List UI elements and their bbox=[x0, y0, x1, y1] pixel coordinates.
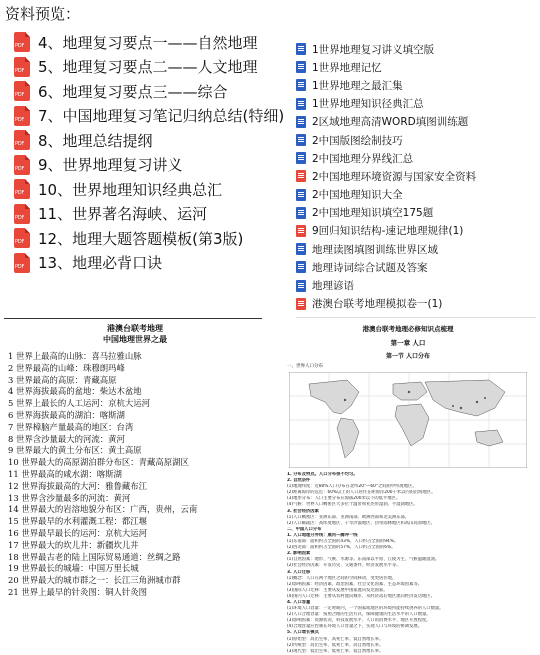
file-label: 11、世界著名海峡、运河 bbox=[38, 205, 208, 224]
word-file-icon bbox=[296, 261, 306, 273]
doc-subheading: 2. 自然条件 bbox=[287, 478, 311, 484]
doc-line: (3)国际人口迁移：主要从发展中国家流向发达国家。 bbox=[287, 587, 388, 593]
doc-line: 7 世界樟脑产量最高的地区：台湾 bbox=[8, 421, 134, 432]
doc-line: (2)人口合理容量：按照合理的生活方式，保障健康的生活水平的人口数量。 bbox=[287, 612, 431, 618]
file-item[interactable] bbox=[14, 226, 304, 251]
doc-line: (3)现代型：低出生率、低死亡率、低自然增长率。 bbox=[287, 648, 384, 654]
word-file-icon bbox=[296, 79, 306, 91]
file-label: 2中国地理知识大全 bbox=[312, 189, 403, 202]
file-label: 1世界地理记忆 bbox=[312, 61, 382, 74]
doc-line: 2 世界最高的山峰：珠穆朗玛峰 bbox=[8, 362, 125, 373]
doc-title: 港澳台联考地理 bbox=[107, 324, 163, 333]
doc-line: 12 世界海拔最高的大河：雅鲁藏布江 bbox=[8, 480, 147, 491]
pdf-tag: PDF bbox=[15, 116, 25, 123]
pdf-file-icon bbox=[14, 130, 30, 150]
doc-line: (1)东南部：面积约占全国的43%，人口约占全国的94%。 bbox=[287, 539, 399, 545]
file-item[interactable] bbox=[296, 40, 536, 58]
doc-line: 9 世界最大的黄土分布区：黄土高原 bbox=[8, 445, 142, 456]
file-label: 1世界地理知识径典汇总 bbox=[312, 98, 424, 111]
file-label: 2中国版图绘制技巧 bbox=[312, 134, 403, 147]
doc-subheading: 2. 影响因素 bbox=[287, 551, 311, 557]
pdf-file-icon bbox=[14, 106, 30, 126]
doc-line: (2)西北部：面积约占全国的57%，人口约占全国的6%。 bbox=[287, 545, 396, 551]
word-file-icon bbox=[296, 98, 306, 110]
pdf-file-icon bbox=[14, 228, 30, 248]
world-population-map bbox=[289, 372, 527, 468]
doc-line: 13 世界含沙量最多的河流：黄河 bbox=[8, 492, 131, 503]
file-item[interactable] bbox=[296, 276, 536, 294]
doc-line: (2)人口稀疏区：高纬度地区、干旱沙漠地区、热带雨林地区和高山高原地区。 bbox=[287, 520, 435, 526]
doc-line: (4)合理容量应控制在环境人口容量之下，实现人口与环境的协调发展。 bbox=[287, 624, 422, 630]
file-label: 9、世界地理复习讲义 bbox=[38, 156, 183, 175]
pdf-tag: PDF bbox=[15, 141, 25, 148]
file-item[interactable] bbox=[14, 202, 304, 227]
doc-line: 16 世界最早最长的运河：京杭大运河 bbox=[8, 527, 147, 538]
file-label: 10、世界地理知识经典总汇 bbox=[38, 180, 223, 199]
file-label: 地理诗词综合试题及答案 bbox=[312, 261, 428, 274]
pdf-tag: PDF bbox=[15, 92, 25, 99]
file-label: 4、地理复习要点一——自然地理 bbox=[38, 33, 258, 52]
doc-subtitle: 中国地理世界之最 bbox=[103, 335, 167, 344]
word-file-icon bbox=[296, 152, 306, 164]
file-item[interactable] bbox=[14, 153, 304, 178]
chapter-title: 第一章 人口 bbox=[390, 339, 426, 347]
doc-lines bbox=[8, 351, 197, 599]
file-item[interactable] bbox=[14, 128, 304, 153]
file-item[interactable] bbox=[14, 251, 304, 276]
doc-line: 4 世界海拔最高的盆地：柴达木盆地 bbox=[8, 386, 142, 397]
pdf-file-icon bbox=[14, 32, 30, 52]
file-label: 5、地理复习要点二——人文地理 bbox=[38, 58, 258, 77]
file-item[interactable] bbox=[296, 258, 536, 276]
right-file-list bbox=[296, 40, 536, 318]
doc-subheading: 3. 人口迁移 bbox=[287, 569, 311, 575]
file-item[interactable] bbox=[296, 240, 536, 258]
doc-line: (1)地理纬度：近80%人口分布在北纬20°—60°之间的中纬度地区。 bbox=[287, 484, 417, 490]
file-item[interactable] bbox=[296, 76, 536, 94]
doc-line: 18 世界最古老的陆上国际贸易通道：丝绸之路 bbox=[8, 551, 181, 562]
word-file-icon bbox=[296, 61, 306, 73]
doc-line: 11 世界最高的咸水湖：喀斯湖 bbox=[8, 468, 122, 479]
word-file-icon bbox=[296, 134, 306, 146]
file-label: 2区域地理高清WORD填图训练题 bbox=[312, 116, 469, 129]
pdf-tag: PDF bbox=[15, 43, 25, 50]
file-item[interactable] bbox=[296, 295, 536, 313]
doc-line: 20 世界最大的城市群之一：长江三角洲城市群 bbox=[8, 575, 181, 586]
doc-line: 19 世界最长的城墙：中国万里长城 bbox=[8, 563, 139, 574]
header-rule bbox=[4, 318, 262, 319]
left-file-list bbox=[14, 30, 304, 275]
section-title: 第一节 人口分布 bbox=[385, 353, 431, 360]
file-item[interactable] bbox=[14, 177, 304, 202]
file-label: 2中国地理知识填空175题 bbox=[312, 207, 434, 220]
doc-line: (1)自然因素：地形、气候、水源等。东南部以平原、丘陵为主，气候温暖湿润。 bbox=[287, 557, 440, 563]
doc-line: (1)概念：人口在两个地区之间的空间移动，变更居住地。 bbox=[287, 575, 397, 581]
doc-subheading: 3. 社会经济因素 bbox=[287, 508, 319, 514]
file-item[interactable] bbox=[296, 131, 536, 149]
pdf-file-icon bbox=[14, 57, 30, 77]
doc-line: (2)影响因素：经济因素、政治因素、社会文化因素、生态环境因素等。 bbox=[287, 581, 422, 587]
file-item[interactable] bbox=[296, 222, 536, 240]
doc-line: (2)社会经济因素：开发历史、交通条件、经济发展水平等。 bbox=[287, 563, 401, 569]
word-file-icon bbox=[296, 116, 306, 128]
map-caption: 一、世界人口分布 bbox=[287, 364, 323, 369]
file-item[interactable] bbox=[14, 79, 304, 104]
pdf-file-icon bbox=[296, 298, 306, 310]
file-item[interactable] bbox=[14, 55, 304, 80]
file-label: 12、地理大题答题模板(第3版) bbox=[38, 229, 244, 248]
file-label: 9回归知识结构-速记地理规律(1) bbox=[312, 225, 464, 238]
doc-preview-left bbox=[4, 318, 266, 596]
file-item[interactable] bbox=[296, 113, 536, 131]
doc-line: (3)影响因素：资源状况、科技发展水平、人口的消费水平、地区开放程度。 bbox=[287, 618, 431, 624]
doc-line: 1 世界上最高的山脉：喜马拉雅山脉 bbox=[8, 351, 142, 361]
file-label: 13、地理必背口诀 bbox=[38, 254, 163, 273]
file-label: 8、地理总结提纲 bbox=[38, 131, 153, 150]
file-label: 2中国地理分界线汇总 bbox=[312, 152, 414, 165]
word-file-icon bbox=[296, 243, 306, 255]
doc-line: 5 世界上最长的人工运河：京杭大运河 bbox=[8, 398, 150, 409]
doc-subheading: 5. 人口增长模式 bbox=[287, 630, 319, 636]
doc-line: 17 世界最大的坎儿井：新疆坎儿井 bbox=[8, 539, 139, 550]
doc-line: (4)国内人口迁移：主要从农村流向城市，从经济落后地区流向经济发达地区。 bbox=[287, 593, 435, 599]
doc-subheading: 二、中国人口分布 bbox=[287, 526, 322, 532]
file-label: 港澳台联考地理模拟卷一(1) bbox=[312, 298, 443, 311]
doc-body-text bbox=[287, 472, 533, 655]
doc-line: (1)人口稠密区：亚洲东部、亚洲南部、欧洲西部和北美洲东部。 bbox=[287, 514, 410, 520]
doc-line: 6 世界海拔最高的湖泊：喀斯湖 bbox=[8, 409, 125, 420]
file-item[interactable] bbox=[14, 104, 304, 129]
pdf-tag: PDF bbox=[15, 263, 25, 270]
pdf-file-icon bbox=[14, 81, 30, 101]
pdf-tag: PDF bbox=[15, 190, 25, 197]
doc-line: 14 世界最大的岩溶地貌分布区：广西，贵州，云南 bbox=[8, 504, 198, 515]
word-file-icon bbox=[296, 189, 306, 201]
doc-line: 10 世界最大的高原湖泊群分布区：青藏高原湖区 bbox=[8, 457, 189, 468]
doc-subheading: 1. 分布及特点。人口分布很不均匀。 bbox=[287, 472, 358, 477]
file-item[interactable] bbox=[296, 95, 536, 113]
pdf-file-icon bbox=[14, 179, 30, 199]
doc-subheading: 4. 人口容量 bbox=[287, 599, 311, 605]
pdf-tag: PDF bbox=[15, 67, 25, 74]
pdf-file-icon bbox=[14, 253, 30, 273]
file-label: 1世界地理之最汇集 bbox=[312, 79, 403, 92]
page-heading: 资料预览： bbox=[5, 5, 81, 23]
file-item[interactable] bbox=[296, 58, 536, 76]
file-label: 地理谚语 bbox=[312, 280, 354, 293]
file-label: 地理读图填图训练世界区域 bbox=[312, 243, 438, 256]
file-label: 1世界地理复习讲义填空版 bbox=[312, 43, 435, 56]
doc-line: (1)环境人口容量：一定时期内，一个国家或地区的环境所能持续供养的人口数量。 bbox=[287, 606, 444, 612]
word-file-icon bbox=[296, 207, 306, 219]
file-item[interactable] bbox=[296, 167, 536, 185]
pdf-tag: PDF bbox=[15, 239, 25, 246]
doc-line: 15 世界最早的水利灌溉工程：都江堰 bbox=[8, 516, 147, 527]
doc-line: (2)距离海岸的远近：60%以上的人口居住在距海岸200千米以内的沿海地区。 bbox=[287, 490, 436, 496]
doc-line: 3 世界最高的高原：青藏高原 bbox=[8, 374, 117, 385]
pdf-tag: PDF bbox=[15, 165, 25, 172]
doc-subheading: 1. 人口地理分界线：黑河—腾冲一线 bbox=[287, 532, 358, 538]
doc-line: (4)气候：世界人口稠密区大多位于温带和亚热带湿润、半湿润地区。 bbox=[287, 502, 418, 508]
pdf-file-icon bbox=[14, 155, 30, 175]
file-item[interactable] bbox=[296, 149, 536, 167]
file-label: 6、地理复习要点三——综合 bbox=[38, 82, 228, 101]
file-label: 7、中国地理复习笔记归纳总结(特细) bbox=[38, 107, 285, 126]
doc-line: (1)原始型：高出生率、高死亡率、低自然增长率。 bbox=[287, 636, 384, 642]
doc-title: 港澳台联考地理必修知识点梳理 bbox=[362, 325, 454, 333]
doc-line: 21 世界上最早的针灸图：铜人针灸图 bbox=[8, 586, 147, 597]
word-file-icon bbox=[296, 280, 306, 292]
pdf-file-icon bbox=[296, 170, 306, 182]
doc-line: (3)地形分布：人口主要分布在海拔200米以下的低平地区。 bbox=[287, 496, 401, 502]
pdf-file-icon bbox=[14, 204, 30, 224]
doc-line: (2)传统型：高出生率、低死亡率、高自然增长率。 bbox=[287, 642, 384, 648]
pdf-tag: PDF bbox=[15, 214, 25, 221]
file-item[interactable] bbox=[14, 30, 304, 55]
doc-preview-right bbox=[277, 322, 539, 654]
file-label: 2中国地理环境资源与国家安全资料 bbox=[312, 170, 477, 183]
file-item[interactable] bbox=[296, 204, 536, 222]
word-file-icon bbox=[296, 43, 306, 55]
doc-line: 8 世界含沙量最大的河流：黄河 bbox=[8, 433, 125, 444]
pdf-file-icon bbox=[296, 225, 306, 237]
file-item[interactable] bbox=[296, 186, 536, 204]
